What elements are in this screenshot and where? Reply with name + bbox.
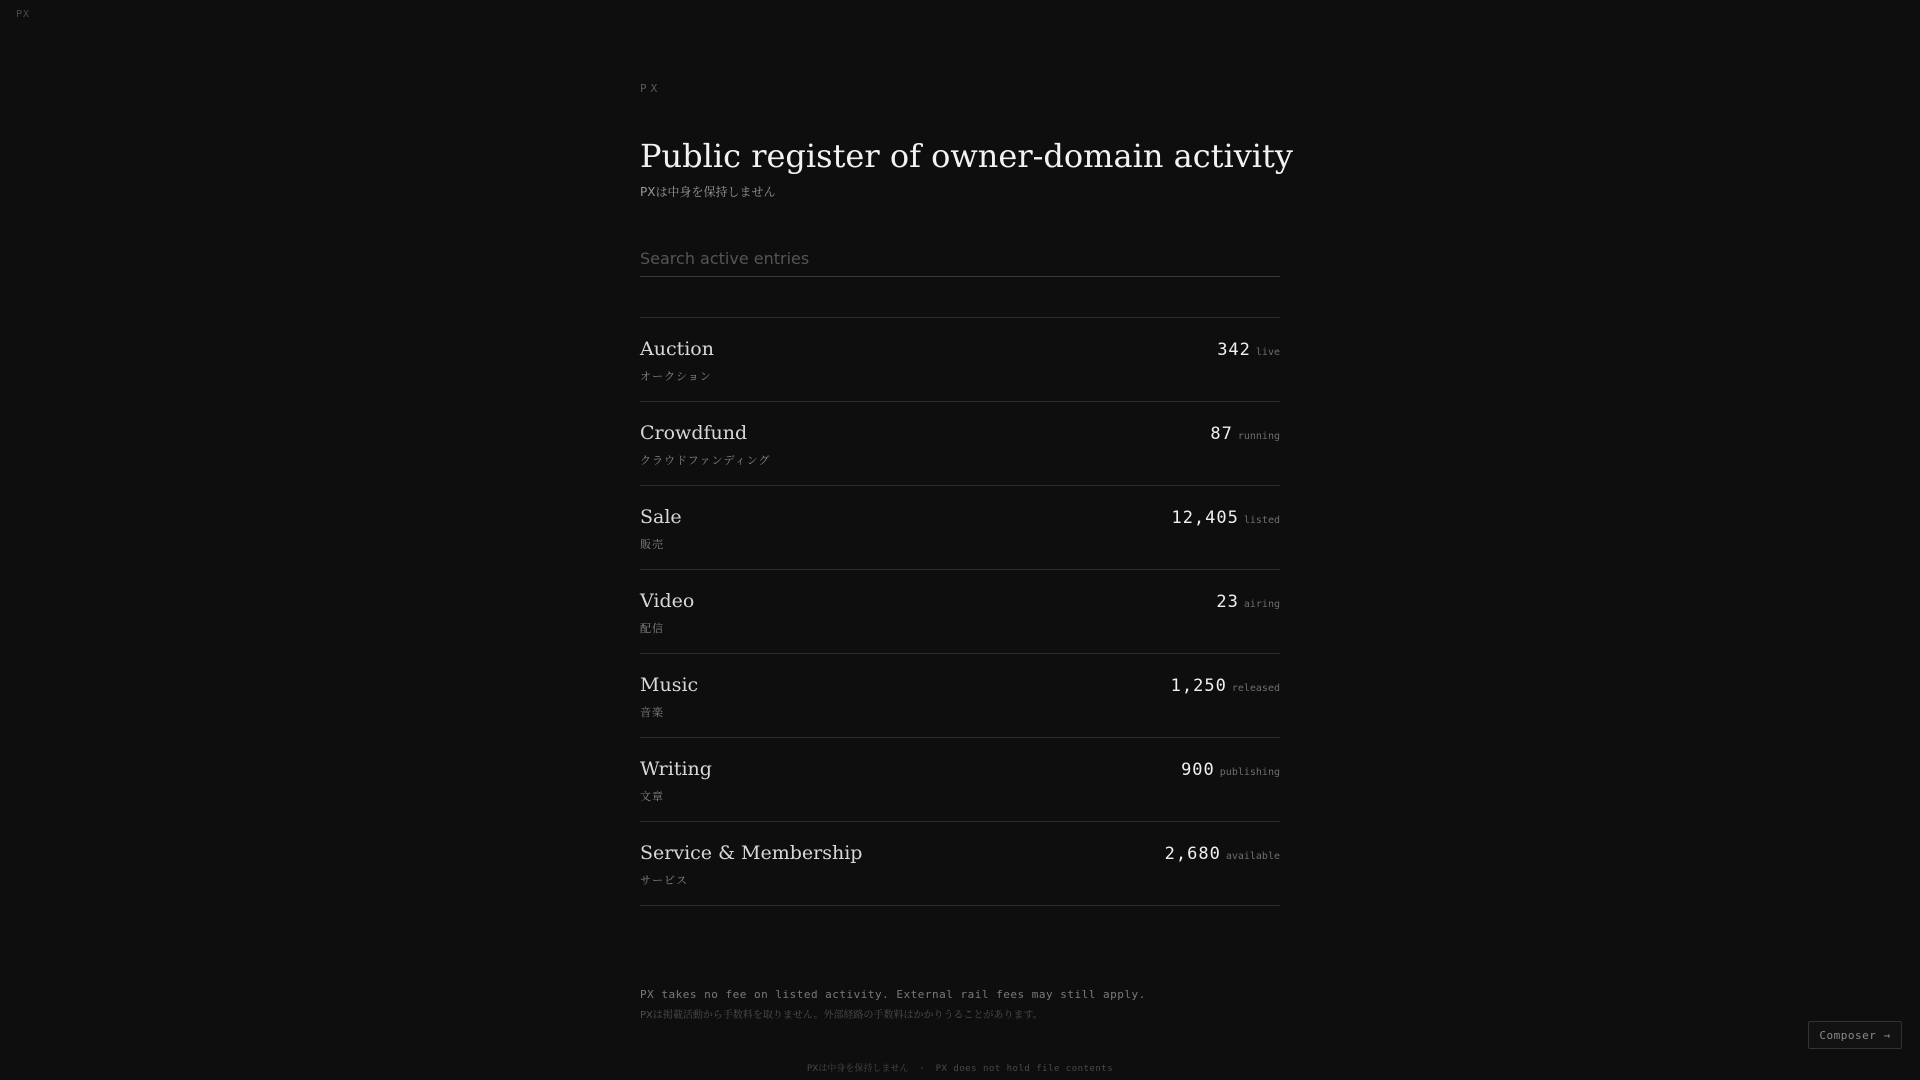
entry-unit: released (1231, 683, 1280, 694)
entry-count: 900 (1181, 760, 1215, 780)
entry-unit: publishing (1219, 767, 1280, 778)
entry-name-jp: 音楽 (640, 706, 664, 719)
entry-name: Crowdfund (640, 422, 748, 444)
page-title: Public register of owner-domain activity (640, 137, 1293, 175)
list-item-writing[interactable] (640, 738, 1280, 822)
entry-name: Video (640, 590, 695, 612)
list-item-sale[interactable] (640, 486, 1280, 570)
page-subtitle: PXは中身を保持しません (640, 185, 776, 199)
entry-stat (1171, 676, 1280, 696)
list-item-auction[interactable] (640, 318, 1280, 402)
list-item-crowdfund[interactable] (640, 402, 1280, 486)
entry-stat (1210, 424, 1280, 444)
entry-name-jp: クラウドファンディング (640, 454, 771, 467)
entry-unit: available (1225, 851, 1280, 862)
fee-note-jp: PXは掲載活動から手数料を取りません。外部経路の手数料はかかりうることがあります。 (640, 1010, 1043, 1021)
footer-note-en: PX does not hold file contents (935, 1064, 1114, 1074)
entry-name-jp: オークション (640, 370, 712, 383)
entry-stat (1171, 508, 1280, 528)
entry-count: 12,405 (1171, 508, 1239, 528)
entry-name: Sale (640, 506, 682, 528)
entry-unit: airing (1243, 599, 1280, 610)
footer (0, 1061, 1920, 1074)
entry-unit: running (1237, 431, 1280, 442)
entry-unit: listed (1243, 515, 1280, 526)
activity-list (640, 317, 1280, 906)
entry-unit: live (1255, 347, 1280, 358)
list-item-video[interactable] (640, 570, 1280, 654)
fee-note: PX takes no fee on listed activity. External rail fees may still apply. (640, 988, 1146, 1001)
entry-stat (1165, 844, 1280, 864)
entry-count: 23 (1216, 592, 1239, 612)
entry-count: 1,250 (1170, 676, 1227, 696)
entry-name-jp: 配信 (640, 622, 664, 635)
entry-name: Music (640, 674, 699, 696)
entry-stat (1216, 592, 1280, 612)
corner-logo-mark: PX (16, 9, 31, 20)
entry-name: Auction (640, 338, 714, 360)
entry-name-jp: サービス (640, 874, 688, 887)
search-input[interactable] (640, 242, 1280, 274)
list-item-service-membership[interactable] (640, 822, 1280, 906)
list-item-music[interactable] (640, 654, 1280, 738)
entry-name: Service & Membership (640, 842, 863, 864)
footer-note-jp: PXは中身を保持しません (806, 1064, 909, 1074)
entry-stat (1217, 340, 1280, 360)
composer-button[interactable]: Composer → (1808, 1021, 1902, 1049)
entry-name-jp: 文章 (640, 790, 664, 803)
footer-separator: · (919, 1064, 925, 1074)
search-bar (640, 242, 1280, 277)
entry-stat (1181, 760, 1280, 780)
entry-name-jp: 販売 (640, 538, 664, 551)
entry-count: 2,680 (1164, 844, 1221, 864)
brand-mark: PX (640, 82, 662, 95)
entry-count: 342 (1217, 340, 1251, 360)
entry-count: 87 (1210, 424, 1233, 444)
entry-name: Writing (640, 758, 712, 780)
